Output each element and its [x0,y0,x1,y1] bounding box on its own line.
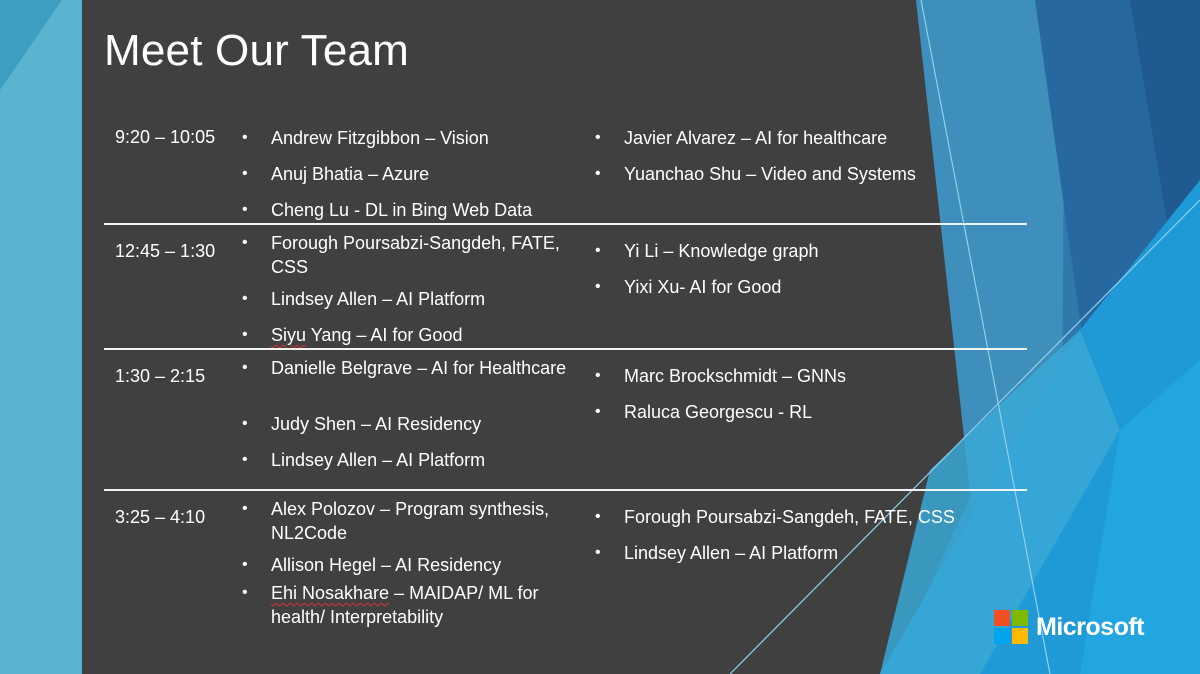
bullet-icon: • [242,165,248,182]
team-member-item: • Marc Brockschmidt – GNNs [595,366,847,386]
team-member-item: • Yi Li – Knowledge graph [595,241,819,261]
team-member-item: • Lindsey Allen – AI Platform [242,289,486,309]
team-member-item: • Alex Polozov – Program synthesis, NL2Code [242,499,550,543]
team-member-item: • Siyu Yang – AI for Good [242,325,463,345]
logo-text: Microsoft [1036,613,1144,641]
session-time: 9:20 – 10:05 [115,127,216,147]
team-member-item: • Anuj Bhatia – Azure [242,164,430,184]
row-divider [104,223,1027,225]
team-member-item: • Yuanchao Shu – Video and Systems [595,164,916,184]
team-member-item: • Danielle Belgrave – AI for Healthcare [242,358,567,378]
team-member-item: • Andrew Fitzgibbon – Vision [242,128,489,148]
windows-logo-icon [994,610,1028,644]
bullet-icon: • [595,403,601,420]
bullet-icon: • [242,201,248,218]
bullet-icon: • [595,278,601,295]
team-member-item: • Javier Alvarez – AI for healthcare [595,128,888,148]
team-member-item: • Allison Hegel – AI Residency [242,555,502,575]
bullet-icon: • [595,242,601,259]
team-member-item: • Judy Shen – AI Residency [242,414,482,434]
slide-title: Meet Our Team [104,26,410,75]
bullet-icon: • [595,544,601,561]
session-time: 12:45 – 1:30 [115,241,216,261]
team-member-item: • Forough Poursabzi-Sangdeh, FATE, CSS [595,507,955,527]
session-time: 1:30 – 2:15 [115,366,206,386]
bullet-icon: • [595,165,601,182]
row-divider [104,348,1027,350]
team-member-item: • Cheng Lu - DL in Bing Web Data [242,200,533,220]
team-member-item: • Yixi Xu- AI for Good [595,277,782,297]
team-member-item: • Forough Poursabzi-Sangdeh, FATE, CSS [242,233,560,277]
bullet-icon: • [242,234,248,251]
team-member-item: • Ehi Nosakhare – MAIDAP/ ML for health/ Interpretability [242,583,539,627]
bullet-icon: • [242,290,248,307]
team-member-item: • Raluca Georgescu - RL [595,402,813,422]
team-member-item: • Lindsey Allen – AI Platform [595,543,839,563]
bullet-icon: • [242,326,248,343]
microsoft-logo [994,610,1154,646]
bullet-icon: • [595,508,601,525]
bullet-icon: • [242,556,248,573]
bullet-icon: • [242,129,248,146]
bullet-icon: • [595,129,601,146]
session-time: 3:25 – 4:10 [115,507,206,527]
row-divider [104,489,1027,491]
bullet-icon: • [242,584,248,601]
bullet-icon: • [242,451,248,468]
bullet-icon: • [242,500,248,517]
bullet-icon: • [242,415,248,432]
bullet-icon: • [242,359,248,376]
team-member-item: • Lindsey Allen – AI Platform [242,450,486,470]
bullet-icon: • [595,367,601,384]
